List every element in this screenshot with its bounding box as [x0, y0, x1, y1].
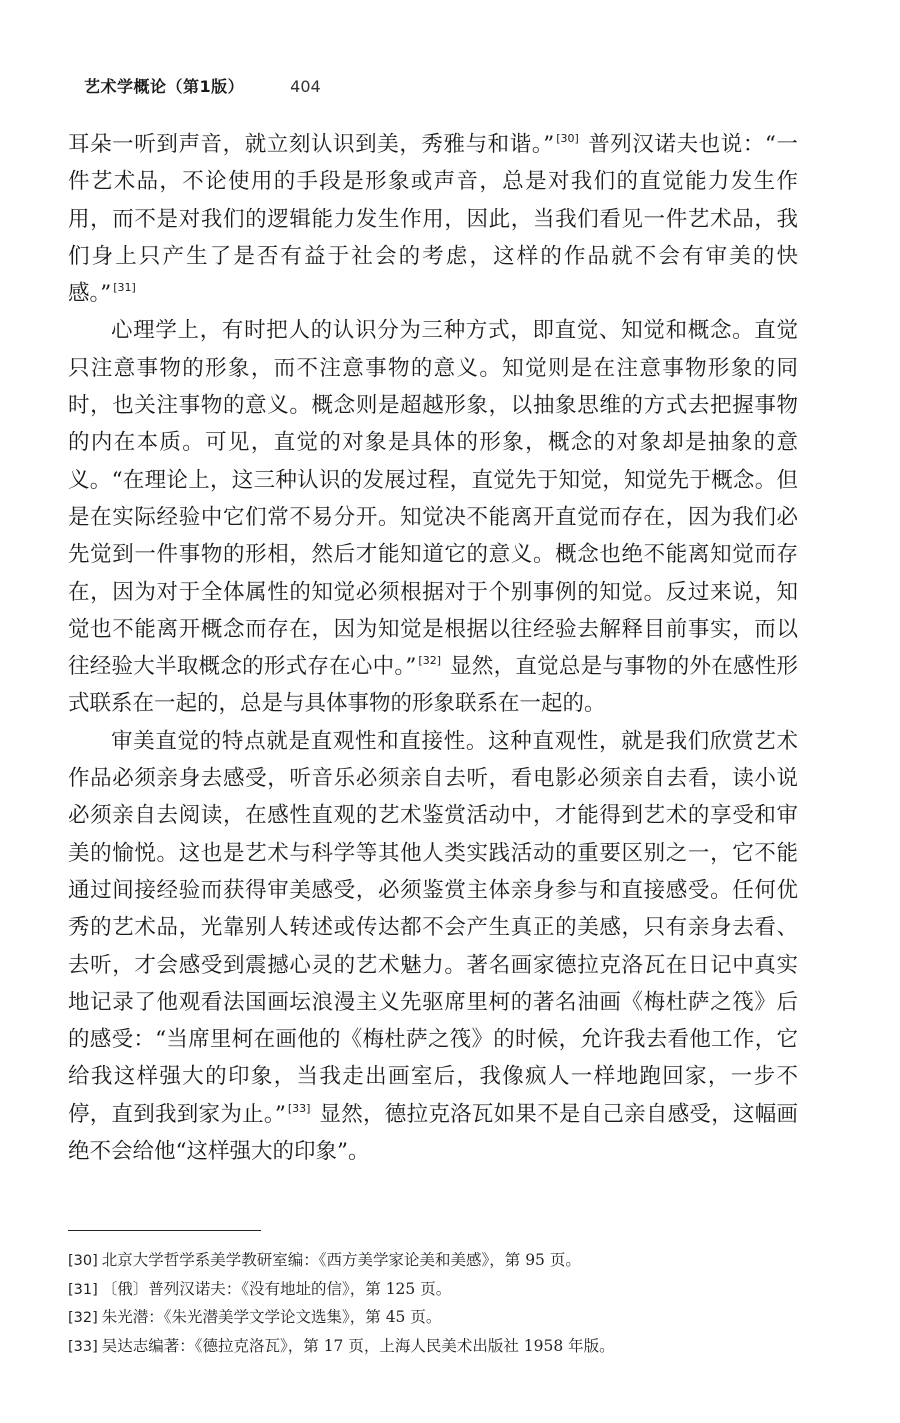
footnote-number: [30] — [68, 1253, 98, 1269]
paragraph-text: 心理学上，有时把人的认识分为三种方式，即直觉、知觉和概念。直觉只注意事物的形象，而不注意事物的意义。知觉则是在注意事物形象的同时，也关注事物的意义。概念则是超越形象，以抽象思维的方式去把握事物的内在本质。可见，直觉的对象是具体的形象，概念的对象却是抽象的意义。“在理论上，这三种认识的发展过程，直觉先于知觉，知觉先于概念。但是在实际经验中它们常不易分开。知觉决不能离开直觉而存在，因为我们必先觉到一件事物的形相，然后才能知道它的意义。概念也绝不能离知觉而存在，因为对于全体属性的知觉必须根据对于个别事例的知觉。反过来说，知觉也不能离开概念而存在，因为知觉是根据以往经验去解释目前事实，而以往经验大半取概念的形式存在心中。” — [68, 318, 798, 680]
paragraph-text: 耳朵一听到声音，就立刻认识到美，秀雅与和谐。” — [68, 132, 555, 157]
footnote-reference: [31] — [113, 281, 136, 295]
footnote-text: 朱光潜：《朱光潜美学文学论文选集》，第 45 页。 — [101, 1308, 442, 1326]
paragraph-text: 普列汉诺夫也说：“一件艺术品，不论使用的手段是形象或声音，总是对我们的直觉能力发生作用，而不是对我们的逻辑能力发生作用，因此，当我们看见一件艺术品，我们身上只产生了是否有益于社会的考虑，这样的作品就不会有审美的快感。” — [68, 132, 799, 307]
footnote-reference: [33] — [287, 1101, 311, 1115]
paragraph-text: 显然，德拉克洛瓦如果不是自己亲自感受，这幅画绝不会给他“这样强大的印象”。 — [68, 1101, 798, 1165]
main-text — [68, 126, 798, 1170]
paragraph-2 — [68, 312, 798, 722]
paragraph-3 — [68, 723, 798, 1171]
footnote-number: [33] — [68, 1338, 98, 1355]
footnote-number: [31] — [68, 1281, 98, 1298]
book-title: 艺术学概论（第1版） — [84, 77, 245, 96]
footnote-text: 〔俄〕普列汉诺夫：《没有地址的信》，第 125 页。 — [101, 1279, 452, 1298]
footnote-item — [68, 1247, 828, 1276]
footnote-item — [68, 1333, 828, 1362]
paragraph-1 — [68, 126, 798, 312]
footnote-reference: [30] — [556, 132, 579, 145]
footnote-item — [68, 1304, 828, 1333]
footnote-item — [68, 1276, 828, 1305]
paragraph-text: 显然，直觉总是与事物的外在感性形式联系在一起的，总是与具体事物的形象联系在一起的。 — [68, 654, 798, 717]
footnotes — [68, 1247, 828, 1361]
footnote-divider — [68, 1230, 261, 1231]
footnote-text: 北京大学哲学系美学教研室编：《西方美学家论美和美感》，第 95 页。 — [101, 1251, 581, 1269]
footnote-text: 吴达志编著：《德拉克洛瓦》，第 17 页，上海人民美术出版社 1958 年版。 — [101, 1336, 615, 1355]
page-number: 404 — [290, 77, 321, 96]
running-header — [84, 74, 321, 100]
paragraph-text: 审美直觉的特点就是直观性和直接性。这种直观性，就是我们欣赏艺术作品必须亲身去感受，听音乐必须亲自去听，看电影必须亲自去看，读小说必须亲自去阅读，在感性直观的艺术鉴赏活动中，才能得到艺术的享受和审美的愉悦。这也是艺术与科学等其他人类实践活动的重要区别之一，它不能通过间接经验而获得审美感受，必须鉴赏主体亲身参与和直接感受。任何优秀的艺术品，光靠别人转述或传达都不会产生真正的美感，只有亲身去看、去听，才会感受到震撼心灵的艺术魅力。著名画家德拉克洛瓦在日记中真实地记录了他观看法国画坛浪漫主义先驱席里柯的著名油画《梅杜萨之筏》后的感受：“当席里柯在画他的《梅杜萨之筏》的时候，允许我去看他工作，它给我这样强大的印象，当我走出画室后，我像疯人一样地跑回家，一步不停，直到我到家为止。” — [68, 728, 798, 1127]
footnote-number: [32] — [68, 1310, 98, 1326]
footnote-reference: [32] — [418, 654, 441, 668]
